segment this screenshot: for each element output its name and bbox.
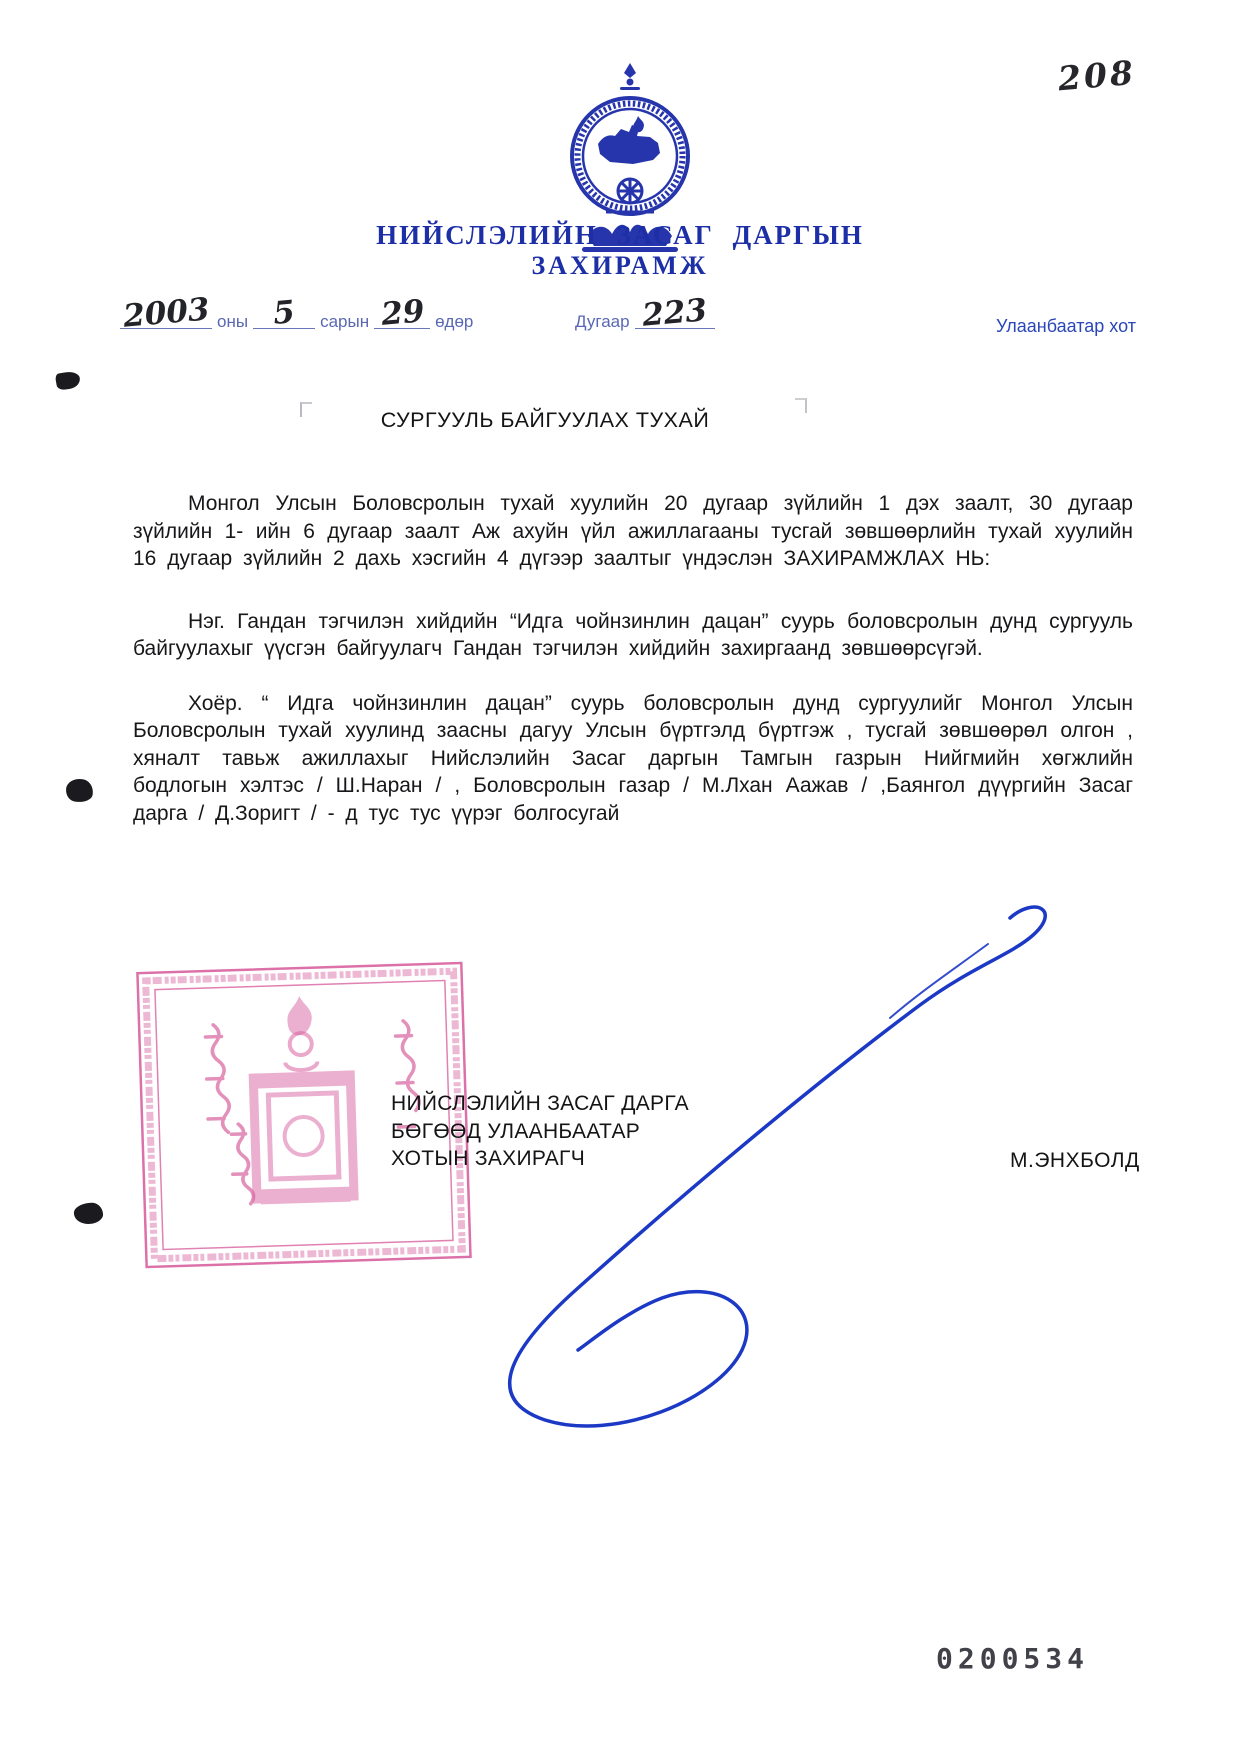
document-body [133, 490, 1133, 827]
dateline [120, 291, 478, 335]
signatory-title-line3: ХОТЫН ЗАХИРАГЧ [391, 1147, 586, 1170]
year-label: оны [217, 312, 249, 331]
handwritten-number: 223 [641, 292, 709, 334]
body-paragraph-2: Нэг. Гандан тэгчилэн хийдийн “Идга чойнзинлин дацан” суурь боловсролын дунд сургууль байгуулахыг үүсгэн байгуулагч Гандан тэгчилэн хийдийн захиргаанд зөвшөөрсүгэй. [133, 609, 1133, 660]
city-label: Улаанбаатар хот [996, 316, 1136, 336]
body-paragraph-1: Монгол Улсын Боловсролын тухай хуулийн 20 дугаар зүйлийн 1 дэх заалт, 30 дугаар зүйлийн 1- ийн 6 дугаар заалт Аж ахуйн үйл ажиллагааны тусгай зөвшөөрлийн тухай хуулийн 16 дугаар зүйлийн 2 дахь хэсгийн 4 дүгээр заалтыг үндэслэн ЗАХИРАМЖЛАХ НЬ: [133, 492, 1133, 570]
org-name-line1: НИЙСЛЭЛИЙН ЗАСАГ ДАРГЫН [376, 220, 864, 250]
signatory-name: М.ЭНХБОЛД [1010, 1149, 1140, 1172]
scan-corner-mark-left [300, 402, 312, 417]
signatory-title-line1: НИЙСЛЭЛИЙН ЗАСАГ ДАРГА [391, 1092, 689, 1115]
official-stamp [133, 959, 474, 1273]
org-name-line2: ЗАХИРАМЖ [531, 251, 709, 280]
body-paragraph-3: Хоёр. “ Идга чойнзинлин дацан” суурь боловсролын дунд сургуулийг Монгол Улсын Боловсролын тухай хуулинд заасны дагуу Улсын бүртгэлд бүртгэж , тусгай зөвшөөрөл олгон , хяналт тавьж ажиллахыг Нийслэлийн Засаг даргын Тамгын газрын Нийгмийн хөгжлийн бодлогын хэлтэс / Ш.Наран / , Боловсролын газар / М.Лхан Аажав / ,Баянгол дүүргийн Засаг дарга / Д.Зоригт / - д тус тус үүрэг болгосугай [133, 691, 1133, 825]
document-title: СУРГУУЛЬ БАЙГУУЛАХ ТУХАЙ [380, 408, 710, 432]
handwritten-page-number: 208 [1056, 52, 1138, 99]
handwritten-month: 5 [271, 294, 297, 332]
handwritten-day: 29 [379, 293, 426, 333]
ink-blot-top [55, 370, 82, 391]
decree-number [570, 292, 715, 334]
ink-blot-middle [65, 778, 94, 804]
scan-corner-mark-right [795, 398, 807, 413]
day-label: өдөр [435, 312, 474, 331]
number-label: Дугаар [575, 312, 630, 331]
signatory-title-line2: БӨГӨӨД УЛААНБААТАР [391, 1119, 641, 1143]
month-fill-in [253, 292, 315, 332]
archive-serial-number: 0200534 [936, 1642, 1090, 1675]
ink-blot-bottom [73, 1202, 103, 1225]
month-label: сарын [320, 312, 370, 331]
number-fill-in [635, 292, 715, 334]
handwritten-year: 2003 [121, 291, 211, 335]
year-fill-in [120, 291, 212, 335]
day-fill-in [374, 292, 430, 333]
